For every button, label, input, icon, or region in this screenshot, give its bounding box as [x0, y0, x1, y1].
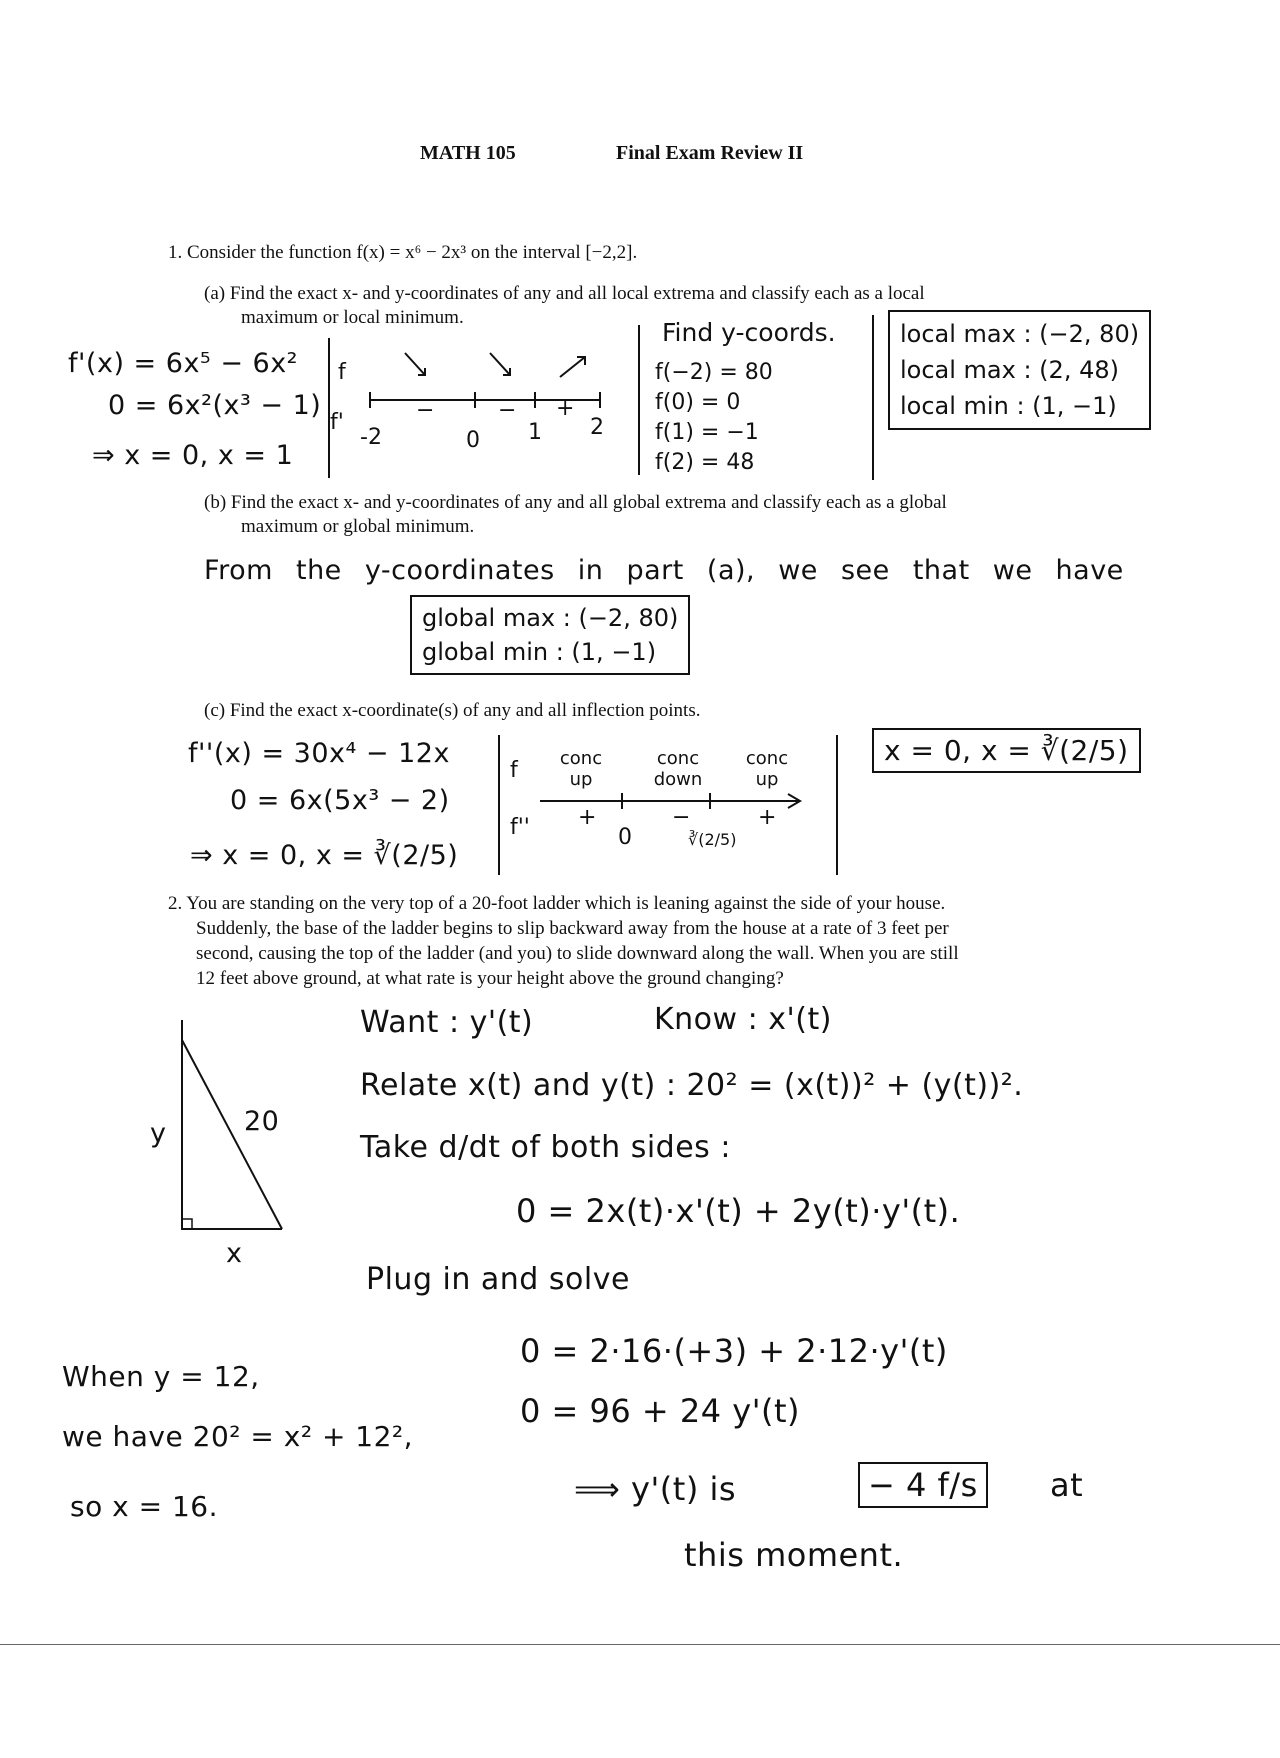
tick-label: ∛(2/5) [688, 830, 737, 849]
q1a-work-1: f'(x) = 6x⁵ − 6x² [68, 348, 299, 379]
y-value: f(1) = −1 [655, 420, 759, 445]
q2-solve-2: 0 = 96 + 24 y'(t) [520, 1392, 801, 1430]
sign: + [758, 805, 777, 830]
f-label: f [510, 758, 518, 783]
q2-prompt-1: 2. You are standing on the very top of a 20-foot ladder which is leaning against the side of your house. [168, 893, 946, 914]
q2-side-3: so x = 16. [70, 1490, 218, 1523]
q1c-work-2: 0 = 6x(5x³ − 2) [230, 785, 450, 816]
tick-label: 1 [528, 420, 542, 445]
tick-label: 2 [590, 415, 604, 440]
diagram-hyp-label: 20 [244, 1106, 280, 1137]
diagram-horiz-label: x [226, 1238, 243, 1269]
answer-line: local max : (2, 48) [900, 356, 1119, 384]
q1a-answer-box [888, 310, 1151, 430]
answer-line: global max : (−2, 80) [422, 604, 679, 632]
f-label: f [338, 360, 346, 385]
q2-side-1: When y = 12, [62, 1360, 260, 1393]
q2-result-post: at [1050, 1466, 1084, 1504]
diagram-vert-label: y [150, 1118, 167, 1149]
divider [872, 315, 874, 480]
divider [836, 735, 838, 875]
q2-plug: Plug in and solve [366, 1262, 630, 1297]
q1a-prompt: (a) Find the exact x- and y-coordinates of any and all local extrema and classify each as a local [204, 283, 925, 304]
q1c-work-3: ⇒ x = 0, x = ∛(2/5) [190, 840, 459, 871]
divider [638, 325, 640, 475]
answer-line: local max : (−2, 80) [900, 320, 1140, 348]
q2-result-box: − 4 f/s [858, 1462, 988, 1508]
q1c-answer-box: x = 0, x = ∛(2/5) [872, 728, 1141, 773]
sign: − [498, 398, 517, 423]
q1a-work-3: ⇒ x = 0, x = 1 [92, 440, 294, 471]
q1b-answer-box [410, 595, 690, 675]
y-value: f(0) = 0 [655, 390, 741, 415]
sign: + [578, 805, 597, 830]
q1b-prompt: (b) Find the exact x- and y-coordinates of any and all global extrema and classify each as a global [204, 492, 947, 513]
q2-prompt-4: 12 feet above ground, at what rate is your height above the ground changing? [196, 968, 784, 989]
q2-deriv: 0 = 2x(t)·x'(t) + 2y(t)·y'(t). [516, 1192, 961, 1230]
q1b-work: From the y-coordinates in part (a), we see that we have [204, 555, 1124, 586]
find-y-heading: Find y-coords. [662, 318, 836, 347]
tick-label: 0 [618, 825, 632, 850]
q2-know: Know : x'(t) [654, 1002, 832, 1037]
q2-result-end: this moment. [684, 1536, 904, 1574]
page-title: Final Exam Review II [616, 142, 804, 164]
answer-line: local min : (1, −1) [900, 392, 1117, 420]
q2-want: Want : y'(t) [360, 1005, 534, 1040]
answer-line: global min : (1, −1) [422, 638, 657, 666]
concavity-label: conc down [653, 748, 703, 790]
q1a-sign-chart [350, 345, 610, 435]
concavity-label: conc up [559, 748, 603, 790]
q2-result-pre: ⟹ y'(t) is [574, 1470, 737, 1508]
q1c-prompt: (c) Find the exact x-coordinate(s) of any and all inflection points. [204, 700, 701, 721]
tick-label: 0 [466, 428, 480, 453]
q2-prompt-3: second, causing the top of the ladder (and you) to slide downward along the wall. When you are still [196, 943, 959, 964]
q1a-work-2: 0 = 6x²(x³ − 1) [108, 390, 322, 421]
q2-prompt-2: Suddenly, the base of the ladder begins to slip backward away from the house at a rate of 3 feet per [196, 918, 949, 939]
tick-label: -2 [360, 425, 382, 450]
fprime-label: f' [330, 410, 344, 435]
sign: − [672, 805, 691, 830]
q2-take: Take d/dt of both sides : [360, 1130, 731, 1165]
q2-side-2: we have 20² = x² + 12², [62, 1420, 414, 1453]
q1b-prompt-2: maximum or global minimum. [241, 516, 475, 537]
y-value: f(−2) = 80 [655, 360, 773, 385]
course-title: MATH 105 [420, 142, 516, 164]
q1c-work-1: f''(x) = 30x⁴ − 12x [188, 738, 450, 769]
q2-relate: Relate x(t) and y(t) : 20² = (x(t))² + (y(t))². [360, 1068, 1024, 1103]
divider [498, 735, 500, 875]
q2-solve-1: 0 = 2·16·(+3) + 2·12·y'(t) [520, 1332, 948, 1370]
divider [328, 338, 330, 478]
sign: + [556, 396, 575, 421]
q1a-prompt-2: maximum or local minimum. [241, 307, 464, 328]
concavity-label: conc up [745, 748, 789, 790]
page-divider [0, 1644, 1280, 1645]
fpp-label: f'' [510, 815, 530, 840]
ladder-diagram [170, 1015, 310, 1235]
sign: − [416, 398, 435, 423]
y-value: f(2) = 48 [655, 450, 755, 475]
q1-prompt: 1. Consider the function f(x) = x⁶ − 2x³ on the interval [−2,2]. [168, 242, 638, 263]
